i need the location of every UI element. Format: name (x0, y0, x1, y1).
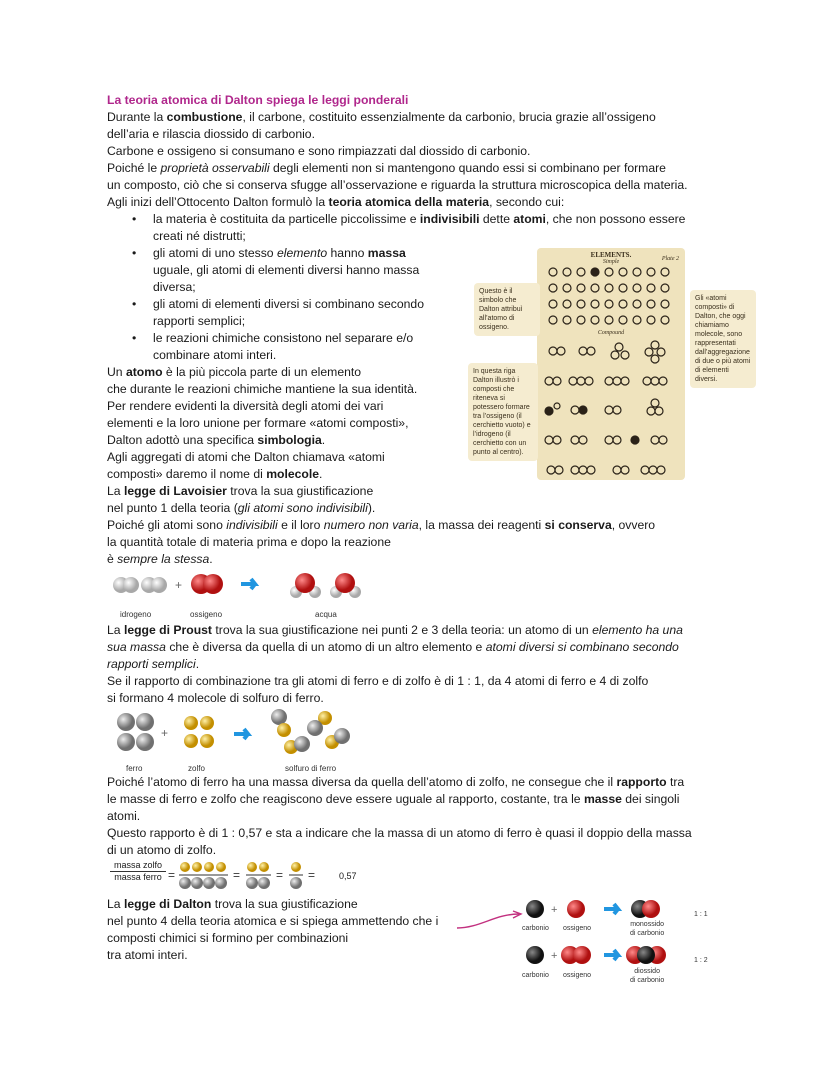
text-line: si formano 4 molecole di solfuro di ferro. (107, 691, 324, 705)
text-line: Poiché l’atomo di ferro ha una massa diversa da quella dell’atomo di zolfo, ne consegue che il rapporto tra (107, 775, 685, 789)
label-iron: ferro (126, 764, 143, 773)
bullet-text: la materia è costituita da particelle piccolissime e indivisibili dette atomi, che non possono essere (153, 212, 686, 226)
callout-compound-atoms: Gli «atomi composti» di Dalton, che oggi chiamiamo molecole, sono rappresentati dall’aggregazione di due o più atomi di elementi diversi. (690, 290, 756, 388)
bullet-marker: • (132, 331, 137, 345)
plate-title: ELEMENTS. (590, 251, 632, 259)
text-line: La legge di Dalton trova la sua giustificazione (107, 897, 358, 911)
text-line: Dalton adottò una specifica simbologia. (107, 433, 326, 447)
label-oxygen-1: ossigeno (563, 925, 592, 932)
ratio-numerator: massa zolfo (110, 860, 166, 872)
ratio-1-2: 1 : 2 (694, 957, 708, 964)
ratio-1-1: 1 : 1 (694, 911, 708, 918)
plate-compound-label: Compound (597, 330, 625, 336)
text-line: Poiché gli atomi sono indivisibili e il loro numero non varia, la massa dei reagenti si conserva, ovvero (107, 518, 656, 532)
bullet-text: gli atomi di uno stesso elemento hanno massa (153, 246, 406, 260)
bullet-text: uguale, gli atomi di elementi diversi hanno massa (153, 263, 420, 277)
text-line: che durante le reazioni chimiche mantiene la sua identità. (107, 382, 418, 396)
svg-text:=: = (308, 868, 316, 882)
label-carbon-1: carbonio (522, 925, 549, 932)
text-line: tra atomi interi. (107, 948, 188, 962)
label-iron-sulfide: solfuro di ferro (285, 764, 337, 773)
text-line: composti chimici si formino per combinazioni (107, 931, 349, 945)
iron-sulfide-reaction (112, 706, 362, 758)
bullet-marker: • (132, 297, 137, 311)
label-sulfur: zolfo (188, 764, 205, 773)
text-line: Un atomo è la più piccola parte di un elemento (107, 365, 362, 379)
text-line: le masse di ferro e zolfo che reagiscono deve essere uguale al rapporto, costante, tra le masse dei singoli (107, 792, 680, 806)
text-line: Agli aggregati di atomi che Dalton chiamava «atomi (107, 450, 385, 464)
text-line: la quantità totale di materia prima e dopo la reazione (107, 535, 391, 549)
label-carbon-2: carbonio (522, 972, 549, 979)
text-line: atomi. (107, 809, 141, 823)
label-monoxide: monossido di carbonio (630, 921, 665, 937)
text-line: Agli inizi dell’Ottocento Dalton formulò la teoria atomica della materia, secondo cui: (107, 195, 565, 209)
text-line: è sempre la stessa. (107, 552, 213, 566)
label-oxygen-2: ossigeno (563, 972, 592, 979)
text-line: Poiché le proprietà osservabili degli elementi non si mantengono quando essi si combinano per formare (107, 161, 666, 175)
svg-text:+: + (551, 904, 558, 916)
text-line: La legge di Lavoisier trova la sua giustificazione (107, 484, 374, 498)
pointer-arrow (455, 908, 525, 932)
plate-number: Plate 2 (661, 256, 679, 262)
text-line: elementi e la loro unione per formare «atomi composti», (107, 416, 409, 430)
callout-oxygen-symbol: Questo è il simbolo che Dalton attribuì all’atomo di ossigeno. (474, 283, 540, 336)
text-line: Carbone e ossigeno si consumano e sono rimpiazzati dal diossido di carbonio. (107, 144, 531, 158)
bullet-text: creati né distrutti; (153, 229, 246, 243)
text-line: Per rendere evidenti la diversità degli atomi dei vari (107, 399, 384, 413)
bullet-text: diversa; (153, 280, 196, 294)
label-dioxide: diossido di carbonio (630, 968, 665, 984)
dalton-elements-plate (537, 248, 685, 480)
text-line: dell’aria e rilascia diossido di carbonio. (107, 127, 315, 141)
text-line: un composto, ciò che si conserva sfugge all’osservazione e riguarda la struttura microscopica della materia. (107, 178, 688, 192)
label-oxygen: ossigeno (190, 610, 223, 619)
text-line: rapporti semplici. (107, 657, 200, 671)
svg-text:+: + (551, 950, 558, 962)
svg-text:=: = (233, 868, 241, 882)
page-title: La teoria atomica di Dalton spiega le leggi ponderali (107, 93, 409, 107)
bullet-text: combinare atomi interi. (153, 348, 277, 362)
svg-text:+: + (161, 726, 169, 740)
text-line: di un atomo di zolfo. (107, 843, 217, 857)
text-line: Questo rapporto è di 1 : 0,57 e sta a indicare che la massa di un atomo di ferro è quasi il doppio della massa (107, 826, 692, 840)
text-line: Durante la combustione, il carbone, costituito essenzialmente da carbonio, brucia grazie all’ossigeno (107, 110, 656, 124)
mass-ratio-atoms (168, 859, 336, 891)
bullet-text: rapporti semplici; (153, 314, 246, 328)
bullet-marker: • (132, 246, 137, 260)
mass-ratio-fraction (110, 860, 166, 883)
label-water: acqua (315, 610, 337, 619)
text-line: nel punto 1 della teoria (gli atomi sono indivisibili). (107, 501, 376, 515)
bullet-text: le reazioni chimiche consistono nel separare e/o (153, 331, 414, 345)
plate-subtitle: Simple (602, 259, 620, 265)
svg-text:+: + (175, 578, 183, 592)
svg-text:=: = (276, 868, 284, 882)
ratio-denominator: massa ferro (114, 872, 162, 882)
dalton-symbols (537, 248, 685, 480)
ratio-value: 0,57 (339, 871, 357, 881)
text-line: nel punto 4 della teoria atomica e si spiega ammettendo che i (107, 914, 439, 928)
text-line: Se il rapporto di combinazione tra gli atomi di ferro e di zolfo è di 1 : 1, da 4 atomi di ferro e 4 di zolfo (107, 674, 649, 688)
label-hydrogen: idrogeno (120, 610, 152, 619)
callout-oxygen-hydrogen: In questa riga Dalton illustrò i composti che riteneva si potessero formare tra l’ossigeno (il cerchietto vuoto) e l’idrogeno (il cerchietto con un punto al centro). (468, 363, 538, 461)
svg-text:=: = (168, 868, 176, 882)
text-line: La legge di Proust trova la sua giustificazione nei punti 2 e 3 della teoria: un atomo di un elemento ha una (107, 623, 683, 637)
bullet-text: gli atomi di elementi diversi si combinano secondo (153, 297, 424, 311)
text-line: composti» daremo il nome di molecole. (107, 467, 323, 481)
text-line: sua massa che è diversa da quella di un atomo di un altro elemento e atomi diversi si combinano secondo (107, 640, 679, 654)
water-reaction (107, 568, 387, 606)
bullet-marker: • (132, 212, 137, 226)
